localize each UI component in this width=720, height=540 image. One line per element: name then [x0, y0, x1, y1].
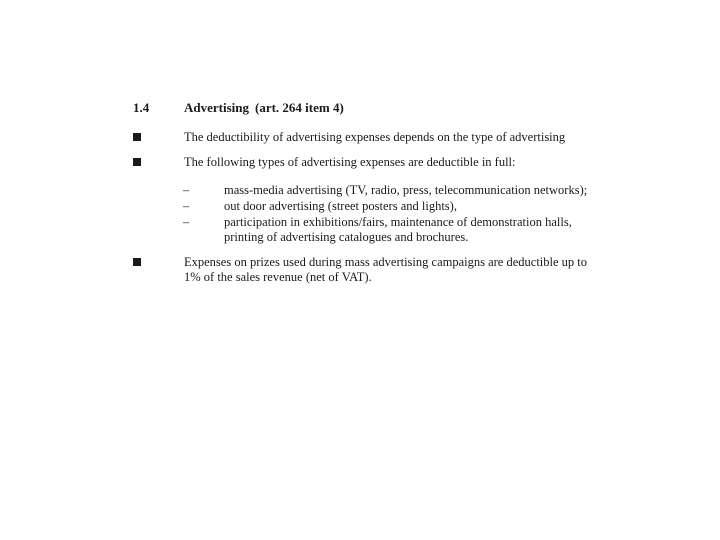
dash-marker: –	[183, 215, 190, 229]
bullet-text: The deductibility of advertising expenses depends on the type of advertising	[184, 130, 566, 144]
bullet-text: Expenses on prizes used during mass advertising campaigns are deductible up to 1% of the sales revenue (net of VAT).	[184, 255, 588, 284]
square-bullet-icon	[133, 133, 141, 141]
square-bullet-icon	[133, 258, 141, 266]
section-title: Advertising	[184, 100, 249, 115]
dash-marker: –	[183, 199, 190, 213]
dash-marker: –	[183, 183, 190, 197]
section-title-line	[184, 100, 344, 116]
bullet-text: The following types of advertising expenses are deductible in full:	[184, 155, 516, 169]
square-bullet-icon	[133, 158, 141, 166]
dash-item-text: mass-media advertising (TV, radio, press, telecommunication networks);	[224, 183, 588, 197]
section-number: 1.4	[133, 100, 150, 115]
dash-item-text: participation in exhibitions/fairs, maintenance of demonstration halls, printing of advertising catalogues and brochures.	[224, 215, 572, 244]
section-reference: (art. 264 item 4)	[255, 100, 344, 115]
dash-item-text: out door advertising (street posters and lights),	[224, 199, 457, 213]
